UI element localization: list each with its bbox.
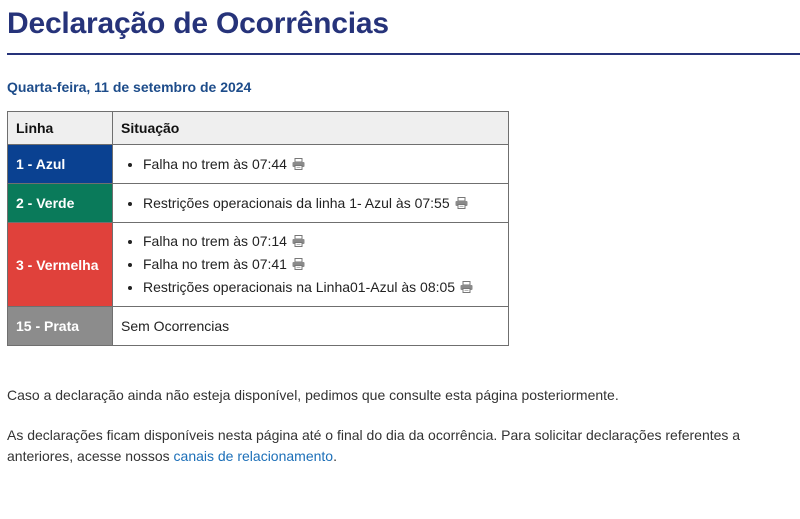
header-status: Situação (113, 112, 509, 145)
link-suffix: . (333, 448, 337, 464)
occurrence-item (143, 230, 500, 253)
printer-icon[interactable] (292, 258, 305, 270)
occurrence-text: Falha no trem às 07:44 (143, 155, 287, 172)
availability-note: Caso a declaração ainda não esteja disponível, pedimos que consulte esta página posteriormente. (7, 387, 619, 403)
occurrence-text: Restrições operacionais na Linha01-Azul às 08:05 (143, 279, 456, 295)
printer-icon[interactable] (292, 235, 305, 247)
validity-note (7, 425, 800, 467)
line-badge-azul: 1 - Azul (8, 145, 113, 184)
line-badge-verde: 2 - Verde (8, 184, 113, 223)
occurrence-list (121, 192, 500, 215)
table-row-line-3-vermelha (8, 223, 509, 307)
date-heading: Quarta-feira, 11 de setembro de 2024 (7, 79, 252, 95)
occurrence-item (143, 192, 500, 215)
table-row-line-1-azul (8, 145, 509, 184)
occurrence-text: Falha no trem às 07:41 (143, 256, 287, 272)
occurrence-item (143, 153, 500, 176)
table-row-line-15-prata (8, 307, 509, 346)
page-title: Declaração de Ocorrências (7, 7, 389, 40)
occurrence-text: Restrições operacionais da linha 1- Azul às 07:55 (143, 194, 450, 211)
occurrence-list (121, 153, 500, 176)
table-row-line-2-verde (8, 184, 509, 223)
printer-icon[interactable] (455, 197, 468, 209)
occurrences-table (7, 111, 509, 346)
occurrence-list (121, 230, 500, 299)
status-cell: Sem Ocorrencias (113, 307, 509, 346)
status-cell (113, 145, 509, 184)
status-cell (113, 184, 509, 223)
title-divider (7, 53, 800, 55)
occurrence-item (143, 276, 500, 299)
status-cell (113, 223, 509, 307)
header-line: Linha (8, 112, 113, 145)
printer-icon[interactable] (460, 281, 473, 293)
occurrence-item (143, 253, 500, 276)
printer-icon[interactable] (292, 158, 305, 170)
relationship-channels-link[interactable]: canais de relacionamento (173, 448, 334, 464)
occurrence-text: Falha no trem às 07:14 (143, 233, 287, 249)
line-badge-vermelha: 3 - Vermelha (8, 223, 113, 307)
validity-text: As declarações ficam disponíveis nesta página até o final do dia da ocorrência. Para solicitar declarações referentes a anteriores, acesse nossos (7, 427, 741, 464)
line-badge-prata: 15 - Prata (8, 307, 113, 346)
table-header-row (8, 112, 509, 145)
